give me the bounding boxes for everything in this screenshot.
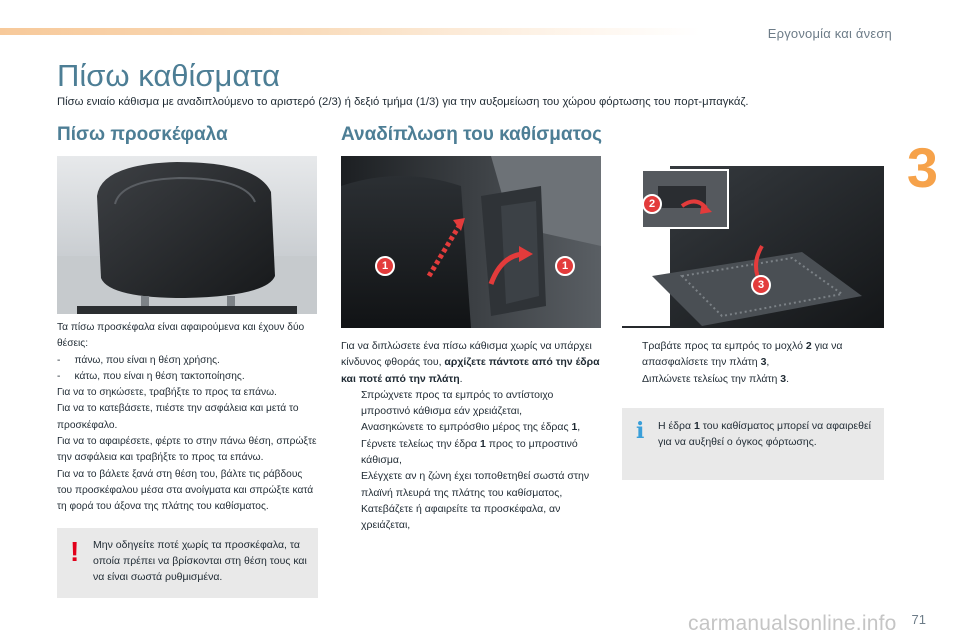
step-text: Κατεβάζετε ή αφαιρείτε τα προσκέφαλα, αν χρειάζεται, — [361, 502, 561, 532]
watermark: carmanualsonline.info — [688, 612, 897, 635]
info-text-end: του καθίσματος μπορεί να αφαιρεθεί για να αυξηθεί ο όγκος φόρτωσης. — [658, 420, 871, 449]
intro-emphasis: αρχίζετε πάντοτε από την έδρα και ποτέ από την πλάτη — [341, 356, 600, 385]
info-text-start: Η έδρα — [658, 420, 694, 432]
list-item — [341, 468, 603, 501]
heading-rear-headrests: Πίσω προσκέφαλα — [57, 124, 228, 145]
step-ref: 1 — [480, 437, 486, 450]
step-text-end: . — [786, 372, 790, 385]
callout-2-label: 2 — [648, 198, 656, 210]
list-item — [341, 419, 603, 435]
seat-cushion-photo — [341, 156, 601, 328]
folding-intro — [341, 338, 603, 387]
info-ref: 1 — [694, 420, 700, 432]
step-text-end: , — [766, 356, 770, 369]
callout-1b — [555, 256, 575, 276]
folding-steps — [341, 387, 603, 534]
step-text: Γέρνετε τελείως την έδρα — [361, 437, 481, 450]
folding-instructions — [341, 338, 603, 534]
info-icon: i — [636, 418, 645, 444]
list-item — [622, 371, 886, 387]
intro-end: . — [459, 372, 463, 385]
callout-3 — [751, 275, 771, 295]
callout-1b-label: 1 — [561, 260, 569, 272]
backrest-lever-photo — [622, 156, 884, 328]
headrest-paragraph: Για να το σηκώσετε, τραβήξτε το προς τα επάνω. — [57, 387, 277, 399]
backrest-steps — [622, 338, 886, 387]
section-name: Εργονομία και άνεση — [767, 26, 892, 41]
step-ref: 1 — [571, 421, 578, 434]
headrest-photo — [57, 156, 317, 314]
callout-1a — [375, 256, 395, 276]
step-ref: 3 — [780, 372, 787, 385]
header-accent-bar — [0, 28, 700, 35]
headrest-paragraph: Για να το αφαιρέσετε, φέρτε το στην πάνω θέση, σπρώξτε την ασφάλεια και τραβήξτε το προς τα επάνω. — [57, 436, 317, 464]
callout-2 — [642, 194, 662, 214]
info-text — [658, 418, 878, 450]
warning-icon: ! — [70, 536, 80, 567]
chapter-number: 3 — [906, 136, 938, 199]
headrest-paragraph: Για να το βάλετε ξανά στη θέση του, βάλτε τις ράβδους του προσκέφαλου μέσα στα ανοίγματα και σπρώξτε κατά τη φορά του άξονα της πλάτης του καθίσματος. — [57, 468, 314, 513]
callout-1a-label: 1 — [381, 260, 389, 272]
step-ref: 2 — [805, 340, 812, 352]
step-text: Ελέγχετε αν η ζώνη έχει τοποθετηθεί σωστά στην πλαϊνή πλευρά της πλάτης του καθίσματος, — [361, 470, 590, 499]
list-item — [341, 501, 603, 534]
info-box — [622, 408, 884, 480]
headrest-paragraph: Τα πίσω προσκέφαλα είναι αφαιρούμενα και έχουν δύο θέσεις: — [57, 322, 305, 350]
list-item — [341, 436, 603, 469]
page-number: 71 — [911, 612, 926, 627]
page-title: Πίσω καθίσματα — [57, 58, 281, 93]
step-text: Διπλώνετε τελείως την πλάτη — [642, 372, 781, 385]
page-subtitle: Πίσω ενιαίο κάθισμα με αναδιπλούμενο το αριστερό (2/3) ή δεξιό τμήμα (1/3) για την αυξομείωση του χώρου φόρτωσης του πορτ-μπαγκάζ. — [57, 96, 749, 108]
warning-box — [57, 528, 318, 598]
warning-text: Μην οδηγείτε ποτέ χωρίς τα προσκέφαλα, τα οποία πρέπει να βρίσκονται στη θέση τους και να είναι σωστά ρυθμισμένα. — [93, 539, 307, 583]
step-text: Ανασηκώνετε το εμπρόσθιο μέρος της έδρας — [361, 421, 572, 434]
headrest-instructions — [57, 320, 319, 516]
step-text: Τραβάτε προς τα εμπρός το μοχλό — [642, 340, 806, 352]
headrest-paragraph: Για να το κατεβάσετε, πιέστε την ασφάλεια και μετά το προσκέφαλο. — [57, 403, 299, 431]
callout-3-label: 3 — [757, 279, 765, 291]
intro-text: Για να διπλώσετε ένα πίσω κάθισμα χωρίς να υπάρχει κίνδυνος φθοράς του, — [341, 340, 592, 369]
step-text-mid: για να απασφαλίσετε την πλάτη — [642, 340, 843, 369]
step-ref: 3 — [760, 356, 767, 369]
heading-seat-folding: Αναδίπλωση του καθίσματος — [341, 124, 602, 145]
headrest-paragraph: - κάτω, που είναι η θέση τακτοποίησης. — [57, 370, 245, 382]
list-item — [622, 338, 886, 371]
step-text-end: , — [577, 421, 581, 434]
step-text-end: προς το μπροστινό κάθισμα, — [361, 437, 578, 467]
headrest-paragraph: - πάνω, που είναι η θέση χρήσης. — [57, 354, 220, 366]
list-item — [341, 387, 603, 420]
backrest-instructions — [622, 338, 886, 387]
step-text: Σπρώχνετε προς τα εμπρός το αντίστοιχο μπροστινό κάθισμα εάν χρειάζεται, — [361, 388, 554, 418]
